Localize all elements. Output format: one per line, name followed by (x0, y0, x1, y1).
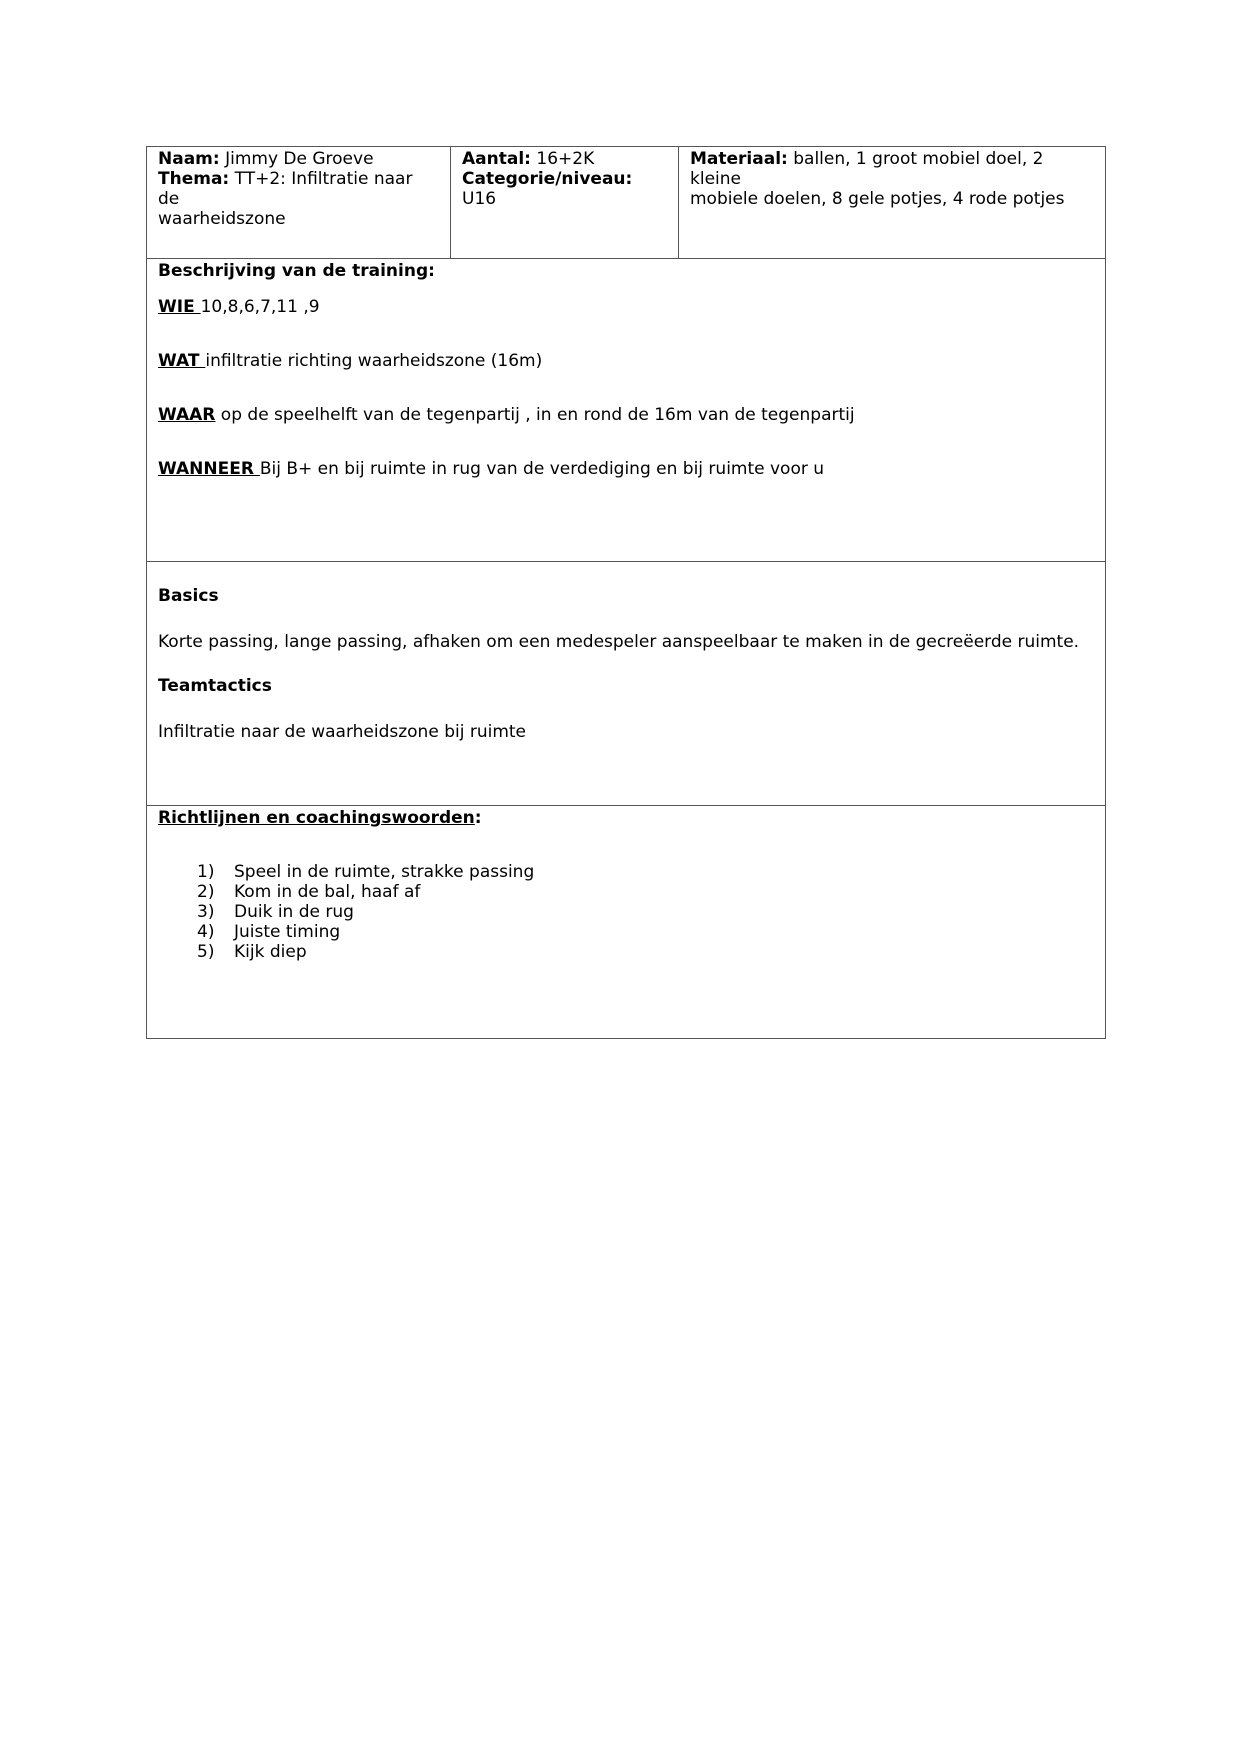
description-heading: Beschrijving van de training: (158, 261, 435, 281)
guidelines-heading: Richtlijnen en coachingswoorden (158, 808, 475, 828)
list-item-text: Duik in de rug (234, 902, 354, 922)
materiaal-value-line2: mobiele doelen, 8 gele potjes, 4 rode potjes (690, 189, 1065, 209)
thema-label: Thema: (158, 169, 230, 189)
guidelines-list (197, 862, 534, 962)
wie-value: 10,8,6,7,11 ,9 (200, 297, 320, 317)
list-item-text: Juiste timing (234, 922, 341, 942)
list-item-number: 5) (197, 942, 215, 962)
thema-value-line1: TT+2: Infiltratie naar de (158, 169, 413, 209)
waar-value: op de speelhelft van de tegenpartij , in en rond de 16m van de tegenpartij (215, 405, 855, 425)
list-item-number: 1) (197, 862, 215, 882)
guidelines-heading-suffix: : (474, 808, 482, 828)
thema-value-line2: waarheidszone (158, 209, 286, 229)
wat-value: infiltratie richting waarheidszone (16m) (205, 351, 543, 371)
teamtactics-heading: Teamtactics (158, 676, 272, 696)
naam-label: Naam: (158, 149, 220, 169)
wanneer-line (158, 459, 824, 479)
wie-line (158, 297, 320, 317)
naam-thema-cell (147, 147, 451, 258)
wanneer-label: WANNEER (158, 459, 260, 479)
materiaal-cell (679, 147, 1106, 258)
list-item-number: 3) (197, 902, 215, 922)
wie-label: WIE (158, 297, 201, 317)
list-item-text: Kijk diep (234, 942, 307, 962)
teamtactics-text: Infiltratie naar de waarheidszone bij ruimte (158, 722, 527, 742)
wat-label: WAT (158, 351, 206, 371)
waar-label: WAAR (158, 405, 216, 425)
list-item (197, 902, 534, 922)
wat-line (158, 351, 542, 371)
list-item (197, 922, 534, 942)
aantal-value: 16+2K (536, 149, 595, 169)
wanneer-value: Bij B+ en bij ruimte in rug van de verdediging en bij ruimte voor u (259, 459, 825, 479)
naam-value: Jimmy De Groeve (225, 149, 374, 169)
list-item-text: Kom in de bal, haaf af (234, 882, 421, 902)
list-item-text: Speel in de ruimte, strakke passing (234, 862, 535, 882)
header-row (147, 147, 1105, 259)
list-item (197, 942, 534, 962)
training-sheet-table (146, 146, 1106, 1039)
categorie-value: U16 (462, 189, 497, 209)
materiaal-label: Materiaal: (690, 149, 788, 169)
guidelines-row (147, 806, 1105, 1038)
list-item (197, 882, 534, 902)
basics-text: Korte passing, lange passing, afhaken om een medespeler aanspeelbaar te maken in de gecreëerde ruimte. (158, 632, 1080, 652)
waar-line (158, 405, 855, 425)
aantal-label: Aantal: (462, 149, 531, 169)
categorie-label: Categorie/niveau: (462, 169, 633, 189)
list-item-number: 4) (197, 922, 215, 942)
basics-heading: Basics (158, 586, 219, 606)
list-item (197, 862, 534, 882)
materiaal-value-line1: ballen, 1 groot mobiel doel, 2 kleine (690, 149, 1044, 189)
list-item-number: 2) (197, 882, 215, 902)
basics-row (147, 562, 1105, 806)
description-row (147, 259, 1105, 562)
aantal-categorie-cell (451, 147, 679, 258)
